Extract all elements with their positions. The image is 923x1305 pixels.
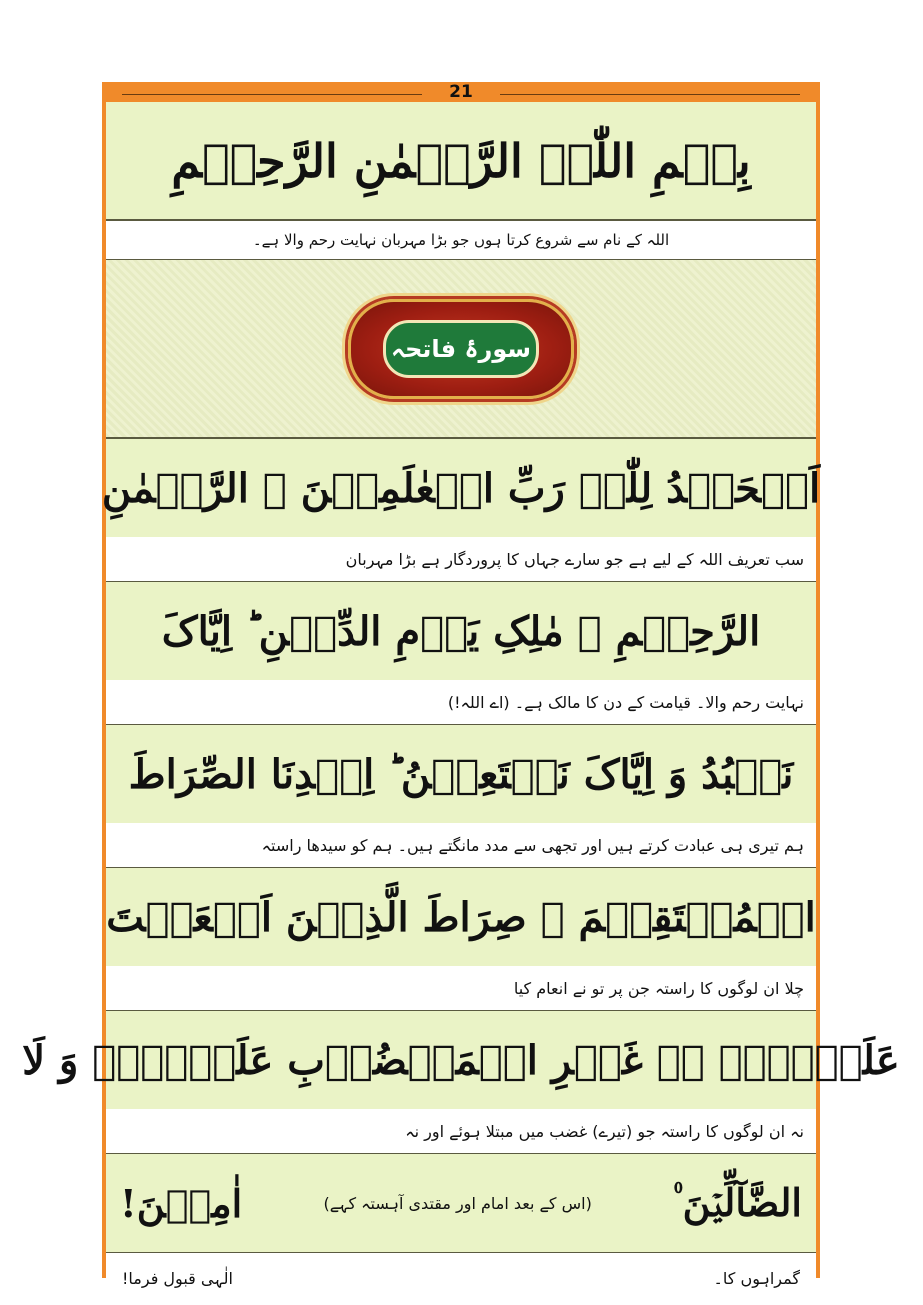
page-number: 21 — [102, 82, 820, 102]
verse-translation-3: ہم تیری ہی عبادت کرتے ہیں اور تجھی سے مدد مانگتے ہیں۔ ہم کو سیدھا راستہ — [106, 823, 816, 867]
last-verse-arabic: الضَّآلِّیۡنَ ۠ — [673, 1180, 802, 1225]
footer-dua: الٰہی قبول فرما! — [122, 1268, 233, 1288]
verse-arabic-1: اَلۡحَمۡدُ لِلّٰہِ رَبِّ الۡعٰلَمِیۡنَ ۙ الرَّحۡمٰنِ — [106, 438, 816, 537]
verse-translation-4: چلا ان لوگوں کا راستہ جن پر تو نے انعام کیا — [106, 966, 816, 1010]
verse-arabic-6 — [106, 1153, 816, 1252]
bismillah-translation: اللہ کے نام سے شروع کرتا ہوں جو بڑا مہربان نہایت رحم والا ہے۔ — [106, 220, 816, 260]
recitation-note: (اس کے بعد امام اور مقتدی آہستہ کہے) — [323, 1193, 592, 1213]
footer-line — [106, 1252, 816, 1303]
footer-translation: گمراہوں کا۔ — [713, 1268, 800, 1288]
surah-title: سورۂ فاتحہ — [383, 320, 539, 378]
verse-translation-5: نہ ان لوگوں کا راستہ جو (تیرے) غضب میں مبتلا ہوئے اور نہ — [106, 1109, 816, 1153]
verse-arabic-4: الۡمُسۡتَقِیۡمَ ۙ صِرَاطَ الَّذِیۡنَ اَنۡعَمۡتَ — [106, 867, 816, 966]
verse-translation-1: سب تعریف اللہ کے لیے ہے جو سارے جہاں کا پروردگار ہے بڑا مہربان — [106, 537, 816, 581]
mushaf-page — [22, 82, 900, 1288]
bismillah-line: بِسۡمِ اللّٰہِ الرَّحۡمٰنِ الرَّحِیۡمِ — [106, 102, 816, 220]
verses-block — [22, 438, 900, 1303]
verse-arabic-3: نَعۡبُدُ وَ اِیَّاکَ نَسۡتَعِیۡنُ ؕ اِہۡدِنَا الصِّرَاطَ — [106, 724, 816, 823]
verse-arabic-5: عَلَیۡہِمۡ ۬ۙ غَیۡرِ الۡمَغۡضُوۡبِ عَلَیۡہِمۡ وَ لَا — [106, 1010, 816, 1109]
amen-text: اٰمِیۡنَ! — [120, 1180, 243, 1226]
verse-arabic-2: الرَّحِیۡمِ ۙ مٰلِکِ یَوۡمِ الدِّیۡنِ ؕ اِیَّاکَ — [106, 581, 816, 680]
verse-translation-2: نہایت رحم والا۔ قیامت کے دن کا مالک ہے۔ (اے اللہ!) — [106, 680, 816, 724]
page-inner — [22, 102, 900, 1288]
surah-title-frame — [348, 299, 574, 399]
surah-header — [106, 260, 816, 438]
